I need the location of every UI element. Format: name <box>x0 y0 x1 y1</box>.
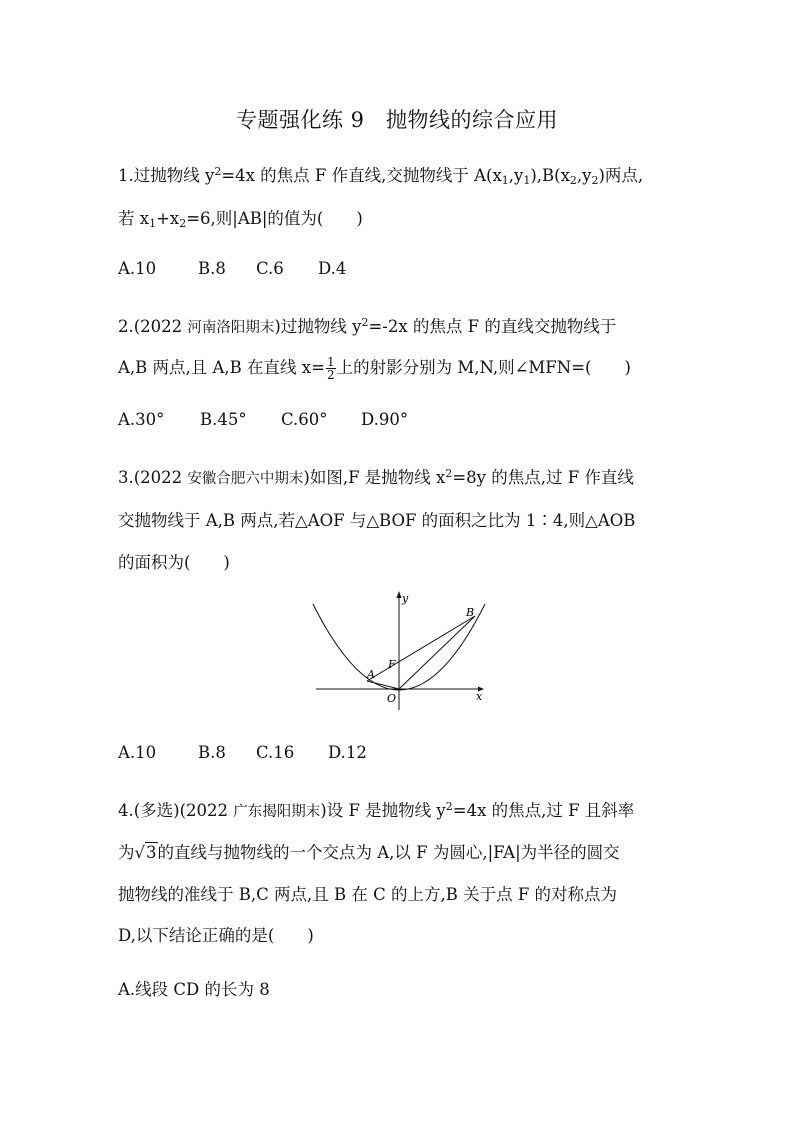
q1-option-d[interactable]: D.4 <box>318 259 347 278</box>
q2-options <box>118 410 408 429</box>
fraction-denominator: 2 <box>326 368 335 382</box>
q1-text: 若 x <box>118 209 150 228</box>
q3-sup: 2 <box>445 467 453 480</box>
q1-sub: 1 <box>149 217 157 230</box>
q1-sup: 2 <box>214 165 222 178</box>
q4-line-3: 抛物线的准线于 B,C 两点,且 B 在 C 的上方,B 关于点 F 的对称点为 <box>118 885 618 904</box>
q1-options <box>118 259 346 278</box>
q4-text: 4.(多选)(2022 <box>118 801 234 820</box>
q3-option-c[interactable]: C.16 <box>256 743 295 762</box>
q2-text: A,B 两点,且 A,B 在直线 x= <box>118 358 325 377</box>
q2-text: 上的射影分别为 M,N,则∠MFN=( ) <box>336 358 631 377</box>
q3-line-2: 交抛物线于 A,B 两点,若△AOF 与△BOF 的面积之比为 1∶4,则△AOB <box>118 511 636 530</box>
q1-text: =6,则|AB|的值为( ) <box>186 209 363 228</box>
radical-sign-icon: √ <box>134 843 146 862</box>
q1-text: +x <box>156 209 180 228</box>
q1-line-1 <box>118 162 643 187</box>
q3-source: 安徽合肥六中期末 <box>187 471 304 487</box>
q2-option-d[interactable]: D.90° <box>361 410 409 429</box>
q4-text: )设 F 是抛物线 y <box>320 801 446 820</box>
q3-option-d[interactable]: D.12 <box>328 743 367 762</box>
q4-text: 的直线与抛物线的一个交点为 A,以 F 为圆心,|FA|为半径的圆交 <box>157 843 620 862</box>
q4-line-2 <box>118 839 620 863</box>
point-b-label: B <box>466 606 475 619</box>
x-axis-label: x <box>476 690 483 703</box>
sqrt-expression <box>135 843 158 862</box>
parabola-figure <box>308 586 488 710</box>
q1-line-2 <box>118 205 363 230</box>
q2-text: 2.(2022 <box>118 317 188 336</box>
q3-line-1 <box>118 464 634 488</box>
q1-sub: 1 <box>501 174 509 187</box>
q2-text: =-2x 的焦点 F 的直线交抛物线于 <box>368 317 617 336</box>
q1-sub: 2 <box>569 174 577 187</box>
q4-line-1 <box>118 797 634 821</box>
q2-option-a[interactable]: A.30° <box>118 410 165 429</box>
q3-line-3: 的面积为( ) <box>118 553 230 572</box>
q2-line-2 <box>118 354 631 381</box>
q4-line-4: D,以下结论正确的是( ) <box>118 926 314 945</box>
q2-fraction <box>326 356 336 381</box>
q3-text: )如图,F 是抛物线 x <box>303 468 446 487</box>
q2-sup: 2 <box>361 316 369 329</box>
q3-text: =8y 的焦点,过 F 作直线 <box>452 468 634 487</box>
q1-sub: 2 <box>179 217 187 230</box>
q3-options <box>118 743 367 762</box>
q1-option-b[interactable]: B.8 <box>198 259 226 278</box>
q1-text: =4x 的焦点 F 作直线,交抛物线于 A(x <box>221 166 502 185</box>
y-axis-label: y <box>402 592 409 605</box>
point-f-label: F <box>388 658 396 671</box>
q4-text: 为 <box>118 843 135 862</box>
q4-source: 广东揭阳期末 <box>233 804 321 820</box>
q4-option-a[interactable]: A.线段 CD 的长为 8 <box>118 980 270 999</box>
q4-sup: 2 <box>445 800 453 813</box>
q1-text: 1.过抛物线 y <box>118 166 215 185</box>
point-a-label: A <box>367 668 375 681</box>
page-title: 专题强化练 9 抛物线的综合应用 <box>235 108 559 132</box>
fraction-numerator: 1 <box>326 355 335 369</box>
q1-option-a[interactable]: A.10 <box>118 259 157 278</box>
q2-text: )过抛物线 y <box>274 317 362 336</box>
q2-source: 河南洛阳期末 <box>187 320 275 336</box>
q1-text: ),B(x <box>530 166 570 185</box>
point-o-label: O <box>387 692 397 705</box>
q1-option-c[interactable]: C.6 <box>256 259 284 278</box>
q1-text: ,y <box>576 166 592 185</box>
q1-sub: 1 <box>523 174 531 187</box>
q3-text: 3.(2022 <box>118 468 188 487</box>
q1-text: )两点, <box>598 166 644 185</box>
segment-oa <box>367 681 399 689</box>
q2-option-c[interactable]: C.60° <box>281 410 328 429</box>
q4-text: =4x 的焦点,过 F 且斜率 <box>452 801 635 820</box>
q3-option-a[interactable]: A.10 <box>118 743 157 762</box>
y-axis-arrow <box>397 591 402 598</box>
q1-sub: 2 <box>591 174 599 187</box>
segment-ob <box>399 616 475 689</box>
sqrt-radicand: 3 <box>146 843 157 862</box>
q2-line-1 <box>118 313 616 337</box>
q3-option-b[interactable]: B.8 <box>198 743 226 762</box>
q2-option-b[interactable]: B.45° <box>200 410 247 429</box>
q1-text: ,y <box>508 166 524 185</box>
